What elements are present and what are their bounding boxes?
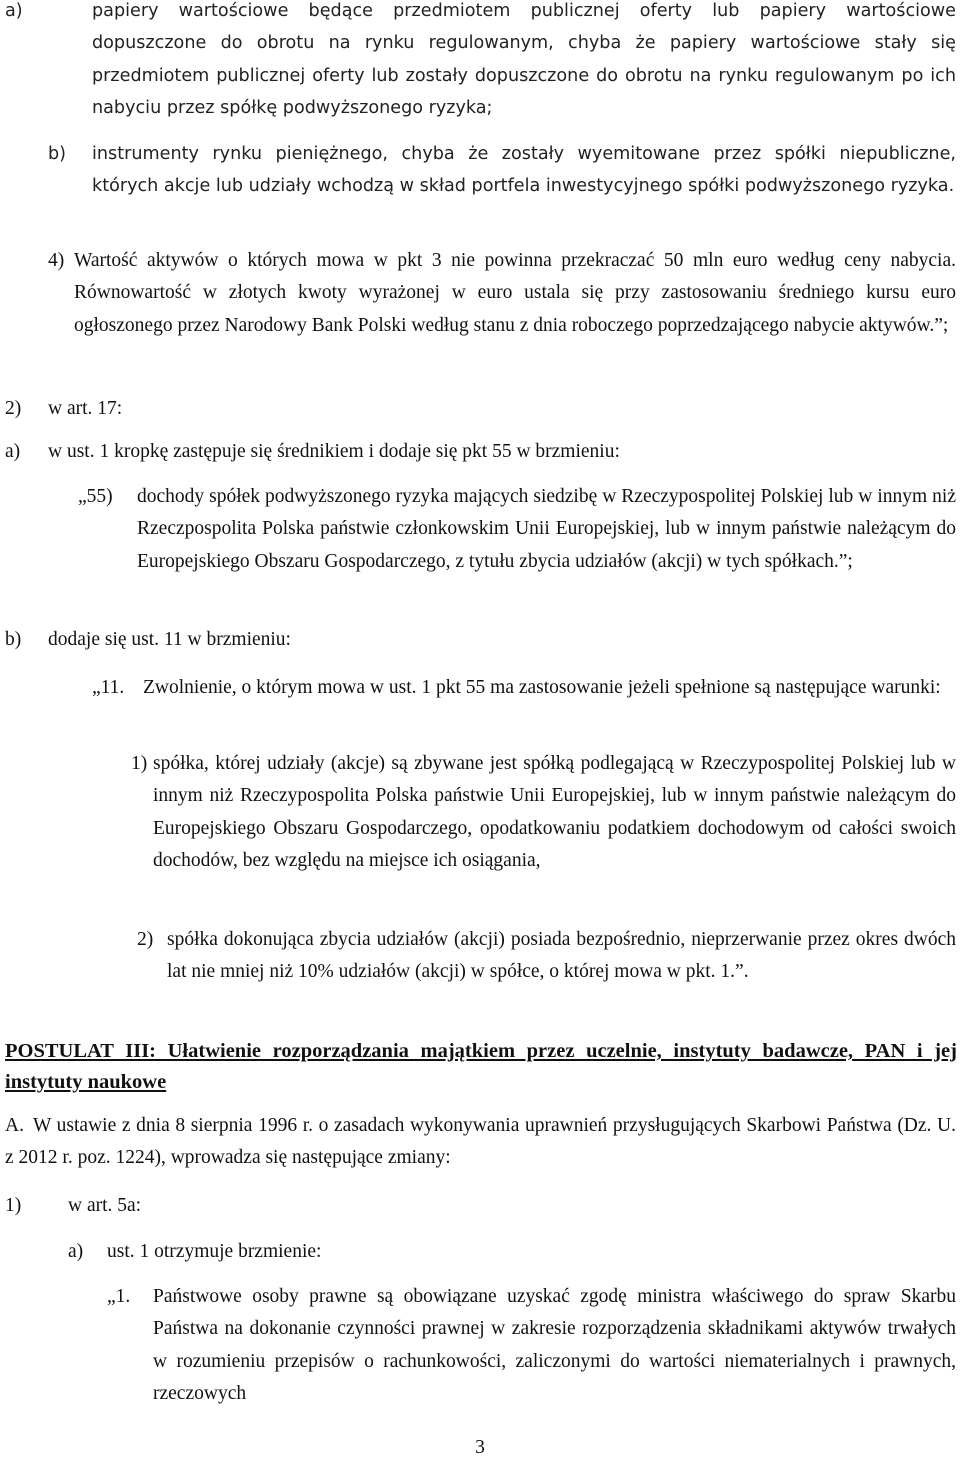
item-marker: b) <box>5 629 22 650</box>
item-text: dochody spółek podwyższonego ryzyka mających siedzibę w Rzeczypospolitej Polskiej lub w innym niż Rzeczpospolita Polska państwie członkowskim Unii Europejskiej, lub w innym państwie należącym do Europejskiego Obszaru Gospodarczego, z tytułu zbycia udziałów (akcji) w tych spółkach.”; <box>137 486 956 572</box>
section-heading: POSTULAT III: Ułatwienie rozporządzania majątkiem przez uczelnie, instytuty badawcze, PAN i jej instytuty naukowe <box>5 1040 957 1093</box>
item-text: w art. 5a: <box>68 1195 142 1216</box>
item-marker: A. <box>5 1115 24 1136</box>
item-text: spółka dokonująca zbycia udziałów (akcji) posiada bezpośrednio, nieprzerwanie przez okres dwóch lat nie mniej niż 10% udziałów (akcji) w spółce, o której mowa w pkt. 1.”. <box>167 929 956 983</box>
item-text: spółka, której udziały (akcje) są zbywane jest spółką podlegającą w Rzeczypospolitej Polskiej lub w innym niż Rzeczypospolita Polska państwie Unii Europejskiej, lub w innym państwie należącym do Europejskiego Obszaru Gospodarczego, opodatkowaniu podatkiem dochodowym od całości swoich dochodów, bez względu na miejsce ich osiągania, <box>153 753 956 872</box>
item-text: dodaje się ust. 11 w brzmieniu: <box>48 629 291 650</box>
item-marker: „11. <box>92 677 125 698</box>
item-marker: 4) <box>48 250 65 271</box>
item-marker: a) <box>5 1 23 21</box>
item-text: Wartość aktywów o których mowa w pkt 3 nie powinna przekraczać 50 mln euro według ceny nabycia. Równowartość w złotych kwoty wyrażonej w euro ustala się przy zastosowaniu średniego kursu euro ogłoszonego przez Narodowy Bank Polski według stanu z dnia roboczego poprzedzającego nabycie aktywów.”; <box>74 250 956 336</box>
item-text: ust. 1 otrzymuje brzmienie: <box>107 1241 322 1262</box>
item-text: w art. 17: <box>48 398 123 419</box>
item-marker: b) <box>48 144 67 164</box>
item-marker: a) <box>68 1241 84 1262</box>
item-marker: a) <box>5 441 21 462</box>
item-marker: „55) <box>78 486 113 507</box>
item-marker: 2) <box>5 398 22 419</box>
item-marker: 1) <box>131 753 148 774</box>
item-text: papiery wartościowe będące przedmiotem publicznej oferty lub papiery wartościowe dopuszczone do obrotu na rynku regulowanym, chyba że papiery wartościowe stały się przedmiotem publicznej oferty lub zostały dopuszczone do obrotu na rynku regulowanym po ich nabyciu przez spółkę podwyższonego ryzyka; <box>92 1 956 119</box>
item-marker: 1) <box>5 1195 22 1216</box>
item-text: W ustawie z dnia 8 sierpnia 1996 r. o zasadach wykonywania uprawnień przysługujących Skarbowi Państwa (Dz. U. z 2012 r. poz. 1224), wprowadza się następujące zmiany: <box>5 1115 956 1169</box>
item-text: Państwowe osoby prawne są obowiązane uzyskać zgodę ministra właściwego do spraw Skarbu Państwa na dokonanie czynności prawnej w zakresie rozporządzenia składnikami aktywów trwałych w rozumieniu przepisów o rachunkowości, zaliczonymi do wartości niematerialnych i prawnych, rzeczowych <box>153 1286 956 1405</box>
page-number: 3 <box>475 1437 485 1458</box>
item-text: w ust. 1 kropkę zastępuje się średnikiem i dodaje się pkt 55 w brzmieniu: <box>48 441 620 462</box>
item-marker: „1. <box>107 1286 131 1307</box>
item-text: instrumenty rynku pieniężnego, chyba że zostały wyemitowane przez spółki niepubliczne, których akcje lub udziały wchodzą w skład portfela inwestycyjnego spółki podwyższonego ryzyka. <box>92 144 956 197</box>
item-marker: 2) <box>137 929 154 950</box>
item-text: Zwolnienie, o którym mowa w ust. 1 pkt 55 ma zastosowanie jeżeli spełnione są następujące warunki: <box>143 677 941 698</box>
